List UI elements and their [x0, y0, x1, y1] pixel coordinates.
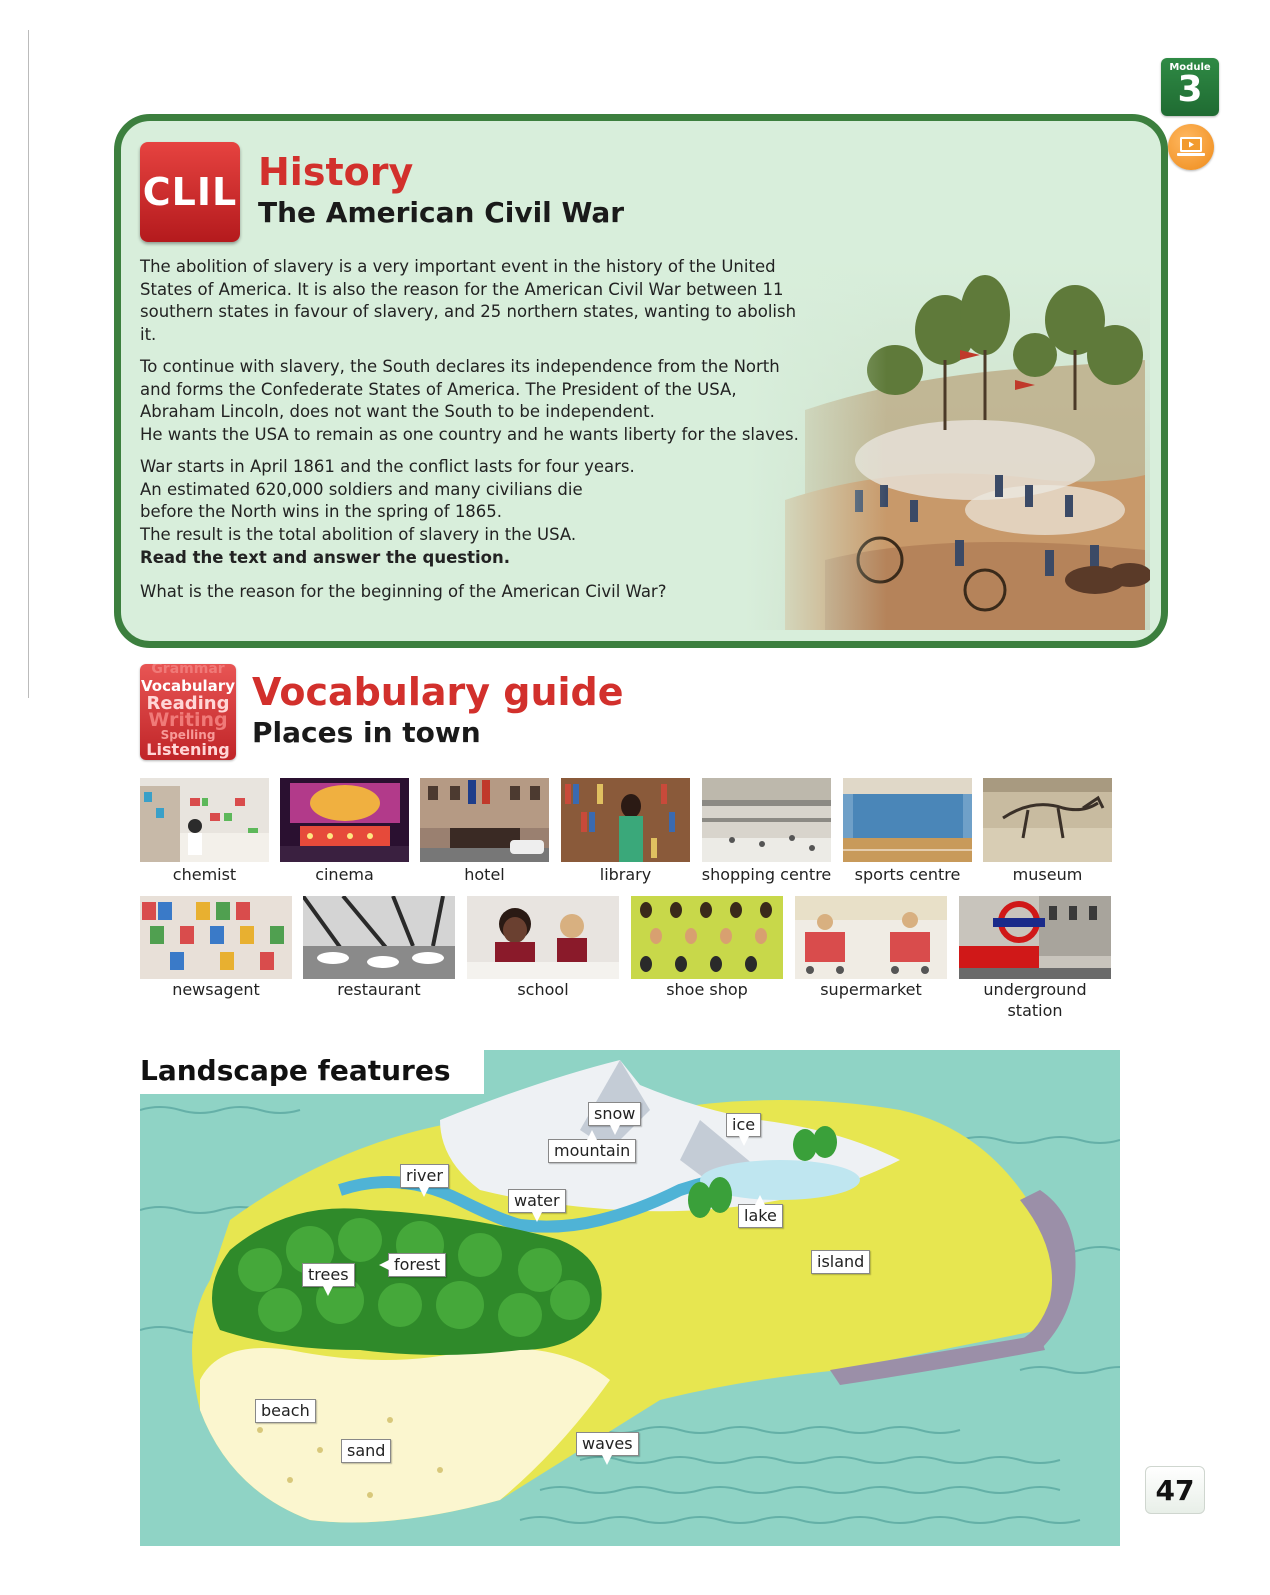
text-line: To continue with slavery, the South declares its independence from the North — [140, 357, 780, 376]
label-ice: ice — [726, 1113, 761, 1137]
vocabulary-subtitle: Places in town — [252, 716, 481, 749]
caption-newsagent: newsagent — [172, 980, 260, 999]
library-photo — [561, 778, 690, 862]
museum-photo — [983, 778, 1112, 862]
clil-subject: History — [258, 150, 414, 194]
label-island: island — [811, 1250, 870, 1274]
caption-cinema: cinema — [315, 865, 374, 884]
label-beach: beach — [255, 1399, 316, 1423]
battle-painting — [745, 260, 1150, 630]
logo-word: Grammar — [151, 664, 225, 677]
caption-chemist: chemist — [172, 865, 237, 884]
vocabulary-title: Vocabulary guide — [252, 670, 624, 714]
school-photo — [467, 896, 619, 979]
text-line: southern states in favour of slavery, and 25 northern states, wanting to abolish it. — [140, 302, 797, 344]
logo-word: Writing — [148, 709, 228, 731]
paragraph-3 — [140, 456, 800, 546]
caption-museum: museum — [1012, 865, 1083, 884]
caption-restaurant: restaurant — [337, 980, 421, 999]
logo-word: Vocabulary — [141, 677, 235, 695]
page-number: 47 — [1145, 1466, 1205, 1514]
label-water: water — [508, 1189, 566, 1213]
media-icon[interactable] — [1168, 124, 1214, 170]
text-line: States of America. It is also the reason for the American Civil War between 11 — [140, 279, 784, 299]
sports-centre-photo — [843, 778, 972, 862]
text-line: The result is the total abolition of slavery in the USA. — [140, 524, 577, 544]
text-line: Abraham Lincoln, does not want the South to be independent. — [140, 402, 655, 421]
label-snow: snow — [588, 1102, 641, 1126]
logo-word: Spelling — [160, 728, 216, 742]
label-forest: forest — [388, 1253, 446, 1277]
chemist-photo — [140, 778, 269, 862]
caption-shopping-centre: shopping centre — [701, 865, 832, 884]
caption-line: underground — [983, 980, 1087, 999]
module-label: Module — [1169, 62, 1211, 73]
text-line: He wants the USA to remain as one country and he wants liberty for the slaves. — [140, 424, 799, 444]
label-trees: trees — [302, 1263, 355, 1287]
clil-instruction: Read the text and answer the question. — [140, 548, 510, 567]
landscape-title: Landscape features — [140, 1054, 451, 1087]
text-line: before the North wins in the spring of 1865. — [140, 502, 503, 521]
caption-sports-centre: sports centre — [854, 865, 961, 884]
module-number: 3 — [1177, 69, 1203, 110]
paragraph-1 — [140, 256, 800, 346]
caption-underground-station — [959, 979, 1111, 1021]
supermarket-photo — [795, 896, 947, 979]
margin-line — [28, 30, 29, 698]
text-line: and forms the Confederate States of America. The President of the USA, — [140, 379, 737, 399]
shoe-shop-photo — [631, 896, 783, 979]
caption-shoe-shop: shoe shop — [666, 980, 748, 999]
clil-title: The American Civil War — [258, 196, 625, 229]
text-line: An estimated 620,000 soldiers and many civilians die — [140, 479, 583, 499]
label-waves: waves — [576, 1432, 639, 1456]
caption-hotel: hotel — [464, 865, 505, 884]
label-sand: sand — [341, 1439, 391, 1463]
caption-library: library — [599, 865, 652, 884]
paragraph-2 — [140, 356, 800, 446]
restaurant-photo — [303, 896, 455, 979]
caption-supermarket: supermarket — [820, 980, 922, 999]
cinema-photo — [280, 778, 409, 862]
hotel-photo — [420, 778, 549, 862]
text-line: War starts in April 1861 and the conflict lasts for four years. — [140, 457, 635, 476]
text-line: The abolition of slavery is a very important event in the history of the United — [140, 257, 776, 276]
label-mountain: mountain — [548, 1139, 636, 1163]
caption-school: school — [517, 980, 569, 999]
label-river: river — [400, 1164, 449, 1188]
logo-word: Reading — [146, 693, 230, 714]
clil-logo: CLIL — [140, 142, 240, 242]
logo-word: Listening — [146, 740, 230, 759]
clil-question: What is the reason for the beginning of the American Civil War? — [140, 582, 667, 601]
caption-line: station — [1007, 1001, 1063, 1020]
shopping-centre-photo — [702, 778, 831, 862]
label-lake: lake — [738, 1204, 783, 1228]
newsagent-photo — [140, 896, 292, 979]
vocabulary-skills-logo — [140, 664, 236, 760]
clil-text — [140, 256, 800, 556]
underground-station-photo — [959, 896, 1111, 979]
module-badge — [1161, 58, 1219, 116]
